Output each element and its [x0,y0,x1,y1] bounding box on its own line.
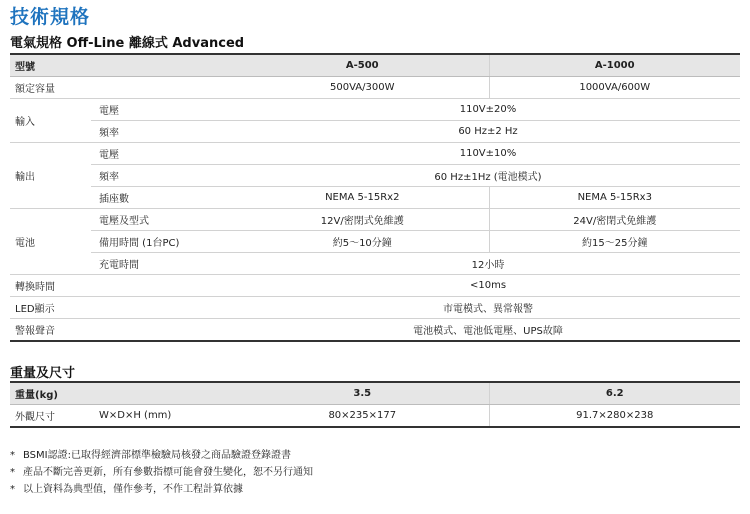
footnote-text: 產品不斷完善更新，所有參數指標可能會發生變化，恕不另行通知 [23,467,313,478]
output-voltage-label: 電壓 [91,143,236,165]
input-voltage-label: 電壓 [91,99,236,121]
charge-time-label: 充電時間 [91,253,236,275]
table-row [10,121,740,143]
output-group-label: 輸出 [10,143,91,209]
table-row [10,275,740,297]
footnote-marker: * [10,450,15,461]
table-row [10,319,740,342]
backup-time-label: 備用時間 (1台PC) [91,231,236,253]
footnote-text: 以上資料為典型值，僅作參考，不作工程計算依據 [23,484,243,495]
battery-group-label: 電池 [10,209,91,275]
dimensions-sub-label: W×D×H (mm) [91,405,236,428]
table-row [10,405,740,428]
backup-time-a500: 約5～10分鐘 [236,231,489,253]
table-row [10,253,740,275]
weight-a500: 3.5 [236,382,489,405]
physical-spec-heading: 重量及尺寸 [10,366,76,381]
dimensions-a1000: 91.7×280×238 [489,405,740,428]
table-header-row [10,54,740,77]
table-row [10,231,740,253]
backup-time-a1000: 約15～25分鐘 [489,231,740,253]
table-row [10,297,740,319]
table-row [10,209,740,231]
rated-capacity-a1000: 1000VA/600W [489,77,740,99]
electrical-spec-heading: 電氣規格 Off-Line 離線式 Advanced [10,36,245,51]
transfer-time-label: 轉換時間 [10,275,236,297]
table-row [10,187,740,209]
input-group-label: 輸入 [10,99,91,143]
alarm-sound-value: 電池模式、電池低電壓、UPS故障 [236,319,740,342]
battery-type-label: 電壓及型式 [91,209,236,231]
footnote-item [10,481,313,498]
table-row [10,382,740,405]
input-frequency-value: 60 Hz±2 Hz [236,121,740,143]
led-display-label: LED顯示 [10,297,236,319]
output-frequency-label: 頻率 [91,165,236,187]
footnote-item [10,447,313,464]
outlets-a1000: NEMA 5-15Rx3 [489,187,740,209]
table-row [10,99,740,121]
weight-label: 重量(kg) [10,382,236,405]
electrical-spec-table [10,53,740,342]
input-voltage-value: 110V±20% [236,99,740,121]
led-display-value: 市電模式、異常報警 [236,297,740,319]
footnote-marker: * [10,467,15,478]
battery-type-a1000: 24V/密閉式免維護 [489,209,740,231]
footnotes [10,447,313,498]
model-a1000-header: A-1000 [489,54,740,77]
charge-time-value: 12小時 [236,253,740,275]
rated-capacity-label: 額定容量 [10,77,236,99]
output-frequency-value: 60 Hz±1Hz (電池模式) [236,165,740,187]
page-title: 技術規格 [10,6,91,28]
physical-spec-table [10,381,740,428]
output-voltage-value: 110V±10% [236,143,740,165]
table-row [10,77,740,99]
rated-capacity-a500: 500VA/300W [236,77,489,99]
outlets-label: 插座數 [91,187,236,209]
footnote-item [10,464,313,481]
dimensions-label: 外觀尺寸 [10,405,91,428]
footnote-text: BSMI認證:已取得經濟部標準檢驗局核發之商品驗證登錄證書 [23,450,291,461]
outlets-a500: NEMA 5-15Rx2 [236,187,489,209]
table-row [10,143,740,165]
table-row [10,165,740,187]
transfer-time-value: <10ms [236,275,740,297]
model-header-label: 型號 [10,54,236,77]
alarm-sound-label: 警報聲音 [10,319,236,342]
model-a500-header: A-500 [236,54,489,77]
footnote-marker: * [10,484,15,495]
weight-a1000: 6.2 [489,382,740,405]
dimensions-a500: 80×235×177 [236,405,489,428]
battery-type-a500: 12V/密閉式免維護 [236,209,489,231]
input-frequency-label: 頻率 [91,121,236,143]
